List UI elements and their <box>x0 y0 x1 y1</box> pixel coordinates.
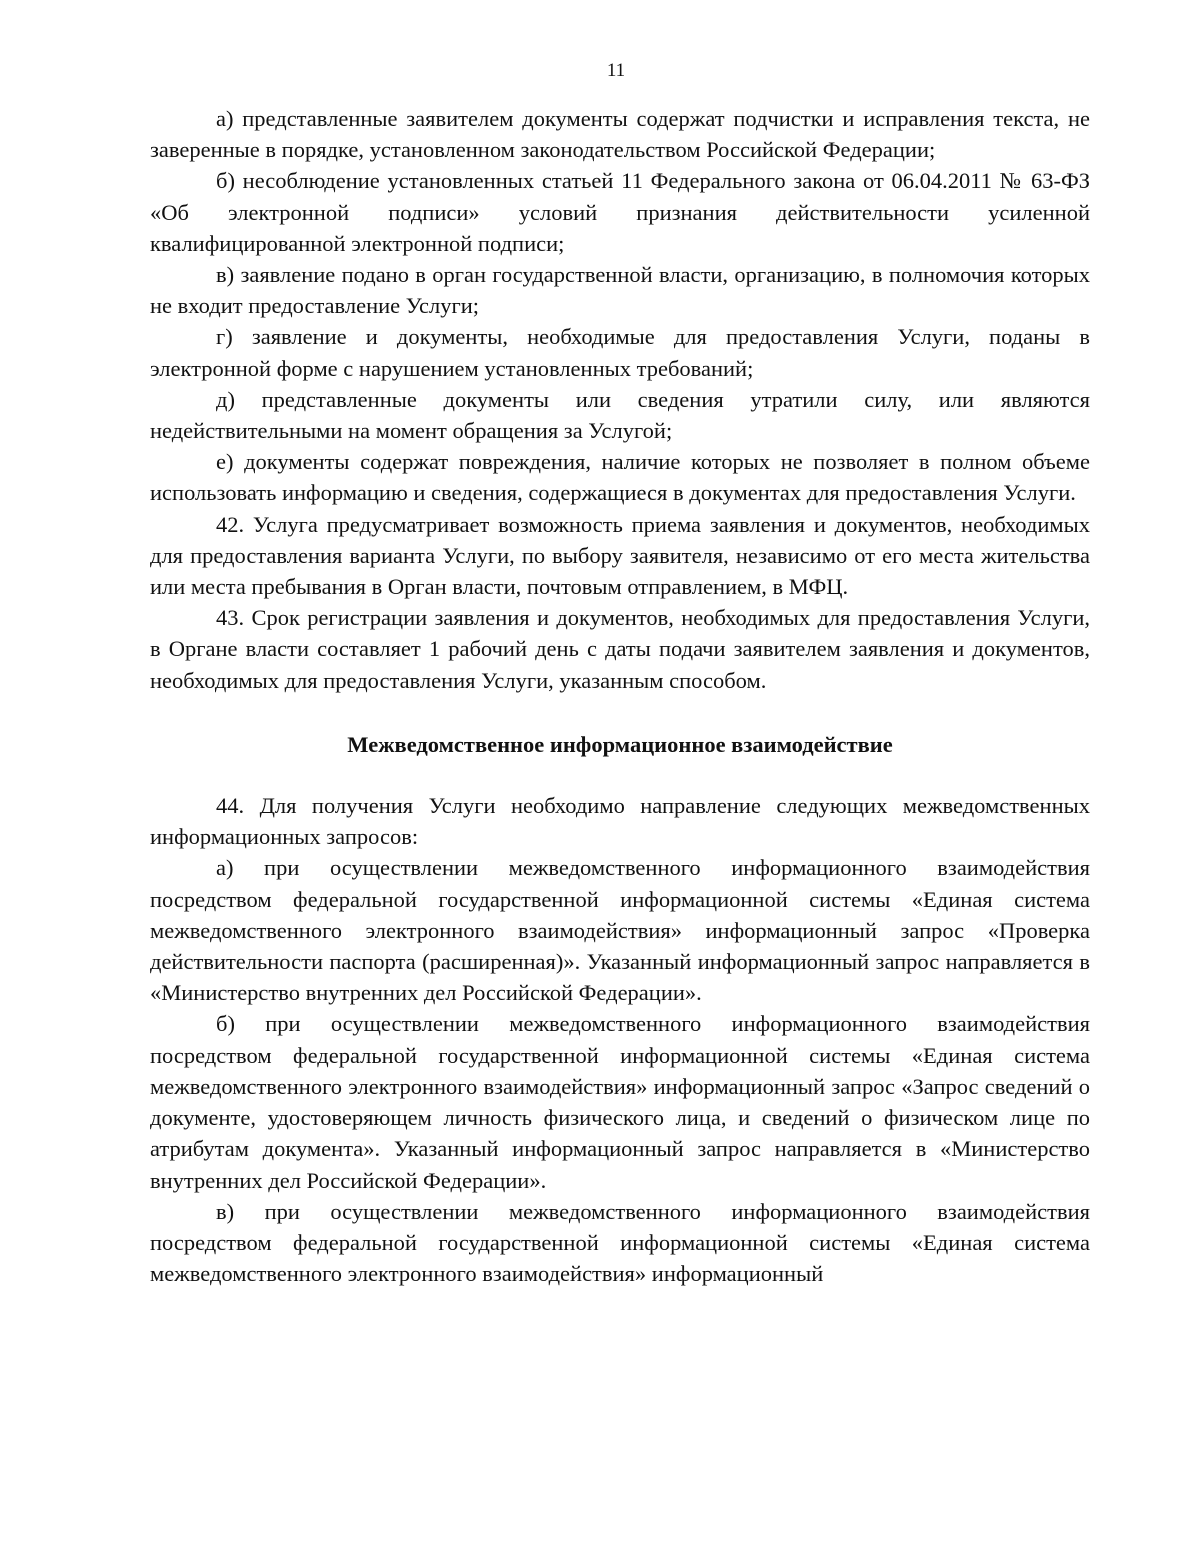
paragraph: б) несоблюдение установленных статьей 11 Федерального закона от 06.04.2011 № 63-ФЗ «Об электронной подписи» условий признания действительности усиленной квалифицированной электронной подписи; <box>150 168 1090 256</box>
paragraph: 42. Услуга предусматривает возможность приема заявления и документов, необходимых для предоставления варианта Услуги, по выбору заявителя, независимо от его места жительства или места пребывания в Орган власти, почтовым отправлением, в МФЦ. <box>150 511 1090 600</box>
paragraph: 43. Срок регистрации заявления и документов, необходимых для предоставления Услуги, в Органе власти составляет 1 рабочий день с даты подачи заявителем заявления и документов, необходимых для предоставления Услуги, указанным способом. <box>150 605 1090 693</box>
page-number: 11 <box>606 60 626 81</box>
paragraph: е) документы содержат повреждения, наличие которых не позволяет в полном объеме использовать информацию и сведения, содержащиеся в документах для предоставления Услуги. <box>150 449 1090 506</box>
paragraph: в) при осуществлении межведомственного информационного взаимодействия посредством федеральной государственной информационной системы «Единая система межведомственного электронного взаимодействия» информационный <box>150 1198 1090 1287</box>
paragraph: а) представленные заявителем документы содержат подчистки и исправления текста, не заверенные в порядке, установленном законодательством Российской Федерации; <box>150 106 1090 163</box>
document-body <box>150 103 1090 1289</box>
paragraph: в) заявление подано в орган государственной власти, организацию, в полномочия которых не входит предоставление Услуги; <box>150 262 1090 319</box>
paragraph: а) при осуществлении межведомственного информационного взаимодействия посредством федеральной государственной информационной системы «Единая система межведомственного электронного взаимодействия» информационный запрос «Проверка действительности паспорта (расширенная)». Указанный информационный запрос направляется в «Министерство внутренних дел Российской Федерации». <box>150 855 1090 1006</box>
paragraph: д) представленные документы или сведения утратили силу, или являются недействительными на момент обращения за Услугой; <box>150 386 1090 444</box>
paragraph: 44. Для получения Услуги необходимо направление следующих межведомственных информационных запросов: <box>150 793 1090 850</box>
paragraph: г) заявление и документы, необходимые для предоставления Услуги, поданы в электронной форме с нарушением установленных требований; <box>150 324 1090 381</box>
section-heading: Межведомственное информационное взаимодействие <box>347 731 893 757</box>
paragraph: б) при осуществлении межведомственного информационного взаимодействия посредством федеральной государственной информационной системы «Единая система межведомственного электронного взаимодействия» информационный запрос «Запрос сведений о документе, удостоверяющем личность физического лица, и сведений о физическом лице по атрибутам документа». Указанный информационный запрос направляется в «Министерство внутренних дел Российской Федерации». <box>150 1011 1090 1193</box>
